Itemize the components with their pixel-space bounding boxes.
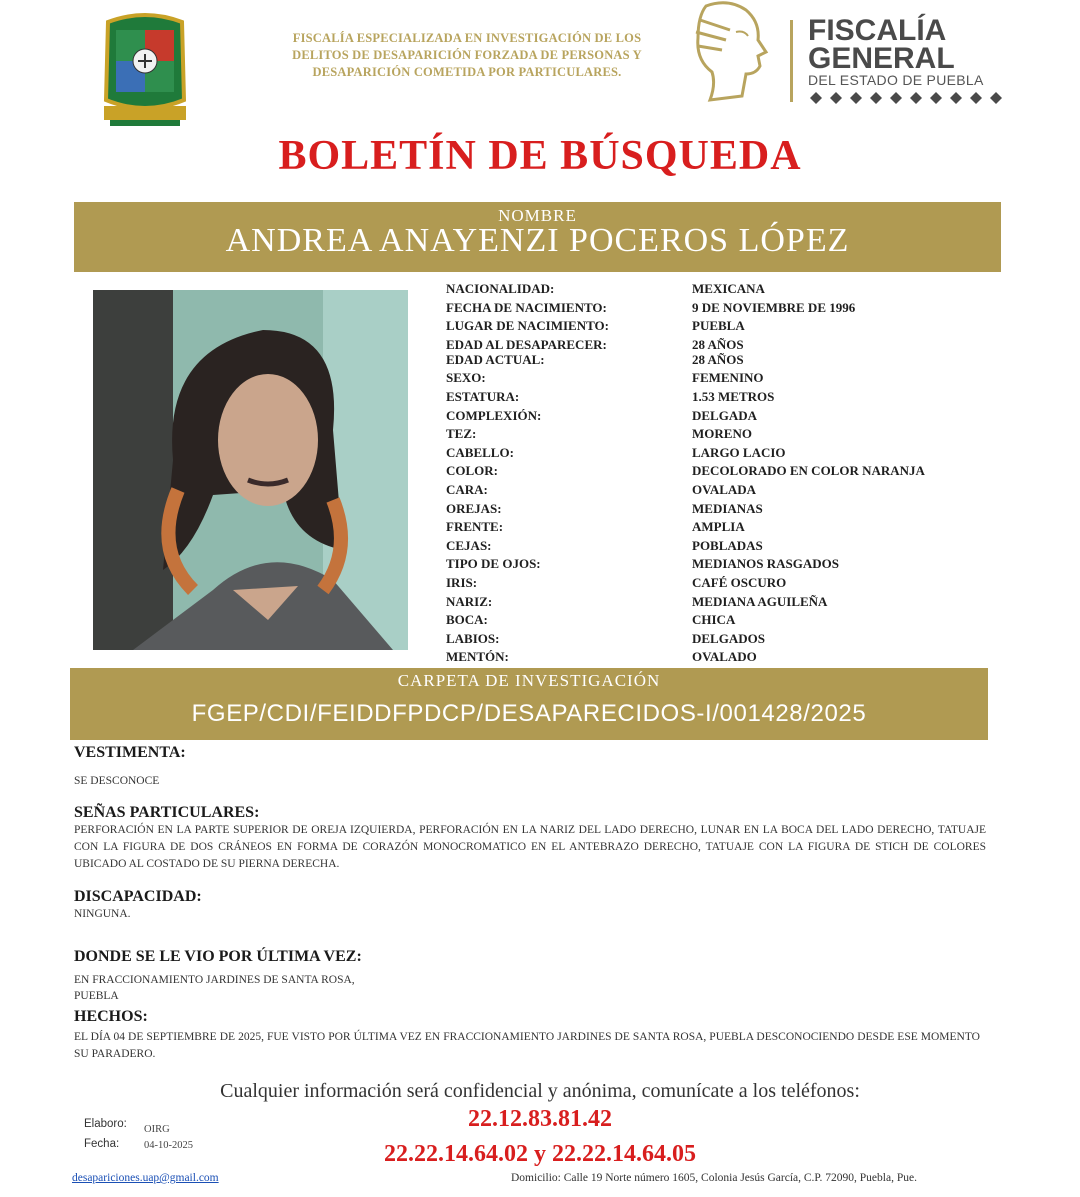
- address-text: Domicilio: Calle 19 Norte número 1605, Colonia Jesús García, C.P. 72090, Puebla, Pue.: [511, 1172, 917, 1184]
- decorative-pattern-icon: [806, 90, 1008, 106]
- detail-row: [446, 389, 1006, 408]
- detail-label: MENTÓN:: [446, 649, 509, 665]
- detail-label: EDAD ACTUAL:: [446, 351, 545, 367]
- detail-row: [446, 594, 1006, 613]
- detail-value: MEXICANA: [692, 281, 765, 296]
- detail-label: LUGAR DE NACIMIENTO:: [446, 318, 609, 334]
- detail-value: DELGADA: [692, 407, 758, 423]
- fiscalia-subtitle: DEL ESTADO DE PUEBLA: [808, 72, 984, 88]
- detail-row: [446, 519, 1006, 538]
- logo-divider: [790, 20, 793, 102]
- detail-value: POBLADAS: [692, 537, 763, 553]
- detail-row: [446, 501, 1006, 520]
- detail-value: 9 DE NOVIEMBRE DE 1996: [692, 299, 856, 315]
- detail-label: TEZ:: [446, 426, 477, 442]
- detail-value: OVALADA: [692, 481, 757, 497]
- name-banner: [74, 202, 1001, 272]
- detail-value: 1.53 METROS: [692, 388, 775, 404]
- detail-label: FECHA DE NACIMIENTO:: [446, 299, 607, 315]
- detail-label: NACIONALIDAD:: [446, 281, 555, 296]
- fiscalia-title-line2: GENERAL: [808, 42, 955, 75]
- last-seen-line1: EN FRACCIONAMIENTO JARDINES DE SANTA ROSA,: [74, 974, 355, 986]
- detail-value: AMPLIA: [692, 519, 745, 535]
- facts-heading: HECHOS:: [74, 1008, 148, 1025]
- detail-value: CAFÉ OSCURO: [692, 574, 787, 590]
- detail-value: OVALADO: [692, 649, 757, 665]
- name-label: NOMBRE: [498, 206, 577, 225]
- detail-value: 28 AÑOS: [692, 351, 744, 367]
- detail-row: [446, 538, 1006, 557]
- detail-label: CABELLO:: [446, 444, 514, 460]
- phone-numbers-2[interactable]: 22.22.14.64.02 y 22.22.14.64.05: [384, 1141, 696, 1167]
- detail-row: [446, 612, 1006, 631]
- detail-value: FEMENINO: [692, 370, 764, 386]
- detail-label: BOCA:: [446, 612, 488, 628]
- detail-row: [446, 649, 1006, 668]
- detail-row: [446, 445, 1006, 464]
- detail-value: MORENO: [692, 426, 752, 442]
- folder-label: CARPETA DE INVESTIGACIÓN: [397, 671, 661, 690]
- detail-label: IRIS:: [446, 574, 478, 590]
- contact-message: Cualquier información será confidencial y anónima, comunícate a los teléfonos:: [220, 1080, 860, 1102]
- detail-label: SEXO:: [446, 370, 486, 386]
- detail-label: COMPLEXIÓN:: [446, 407, 542, 423]
- folder-number: FGEP/CDI/FEIDDFPDCP/DESAPARECIDOS-I/001428/2025: [191, 700, 867, 727]
- fecha-label: Fecha:: [84, 1138, 120, 1150]
- detail-label: CEJAS:: [446, 537, 492, 553]
- last-seen-line2: PUEBLA: [74, 990, 119, 1002]
- detail-row: [446, 300, 1006, 319]
- detail-row: [446, 556, 1006, 575]
- person-details: [446, 281, 1006, 668]
- detail-row: [446, 318, 1006, 337]
- detail-label: ESTATURA:: [446, 388, 520, 404]
- state-seal-logo: [100, 12, 190, 128]
- detail-label: TIPO DE OJOS:: [446, 556, 541, 572]
- detail-row: [446, 575, 1006, 594]
- detail-row: [446, 281, 1006, 300]
- detail-label: CARA:: [446, 481, 488, 497]
- marks-text: PERFORACIÓN EN LA PARTE SUPERIOR DE OREJA IZQUIERDA, PERFORACIÓN EN LA NARIZ DEL LADO DERECHO, LUNAR EN LA BOCA DEL LADO DERECHO, TATUAJE CON LA FIGURA DE DOS CRÁNEOS EN FORMA DE CORAZÓN MONOCROMATICO EN EL ANTEBRAZO DERECHO, TATUAJE CON LA FIGURA DE STICH DE COLORES UBICADO AL COSTADO DE SU PIERNA DERECHA.: [74, 824, 986, 870]
- detail-row: [446, 352, 1006, 371]
- person-photo: [93, 290, 408, 650]
- phone-number-1[interactable]: 22.12.83.81.42: [468, 1106, 612, 1132]
- agency-name: FISCALÍA ESPECIALIZADA EN INVESTIGACIÓN DE LOS DELITOS DE DESAPARICIÓN FORZADA DE PERSONAS Y DESAPARICIÓN COMETIDA POR PARTICULARES.: [292, 31, 642, 79]
- detail-label: LABIOS:: [446, 630, 500, 646]
- detail-label: EDAD AL DESAPARECER:: [446, 336, 607, 352]
- disability-heading: DISCAPACIDAD:: [74, 888, 202, 905]
- detail-label: COLOR:: [446, 463, 498, 479]
- last-seen-heading: DONDE SE LE VIO POR ÚLTIMA VEZ:: [74, 948, 362, 965]
- detail-label: NARIZ:: [446, 593, 493, 609]
- detail-row: [446, 482, 1006, 501]
- detail-value: MEDIANA AGUILEÑA: [692, 593, 828, 609]
- detail-value: 28 AÑOS: [692, 336, 744, 352]
- detail-row: [446, 408, 1006, 427]
- detail-value: CHICA: [692, 612, 736, 628]
- detail-value: DECOLORADO EN COLOR NARANJA: [692, 463, 925, 479]
- detail-row: [446, 463, 1006, 482]
- detail-label: OREJAS:: [446, 500, 502, 516]
- clothing-text: SE DESCONOCE: [74, 775, 160, 787]
- investigation-folder-banner: [70, 668, 988, 740]
- bulletin-title: BOLETÍN DE BÚSQUEDA: [278, 133, 802, 179]
- detail-row: [446, 370, 1006, 389]
- clothing-heading: VESTIMENTA:: [74, 744, 186, 761]
- elaboro-value: OIRG: [144, 1124, 170, 1135]
- marks-heading: SEÑAS PARTICULARES:: [74, 804, 260, 821]
- email-link[interactable]: desapariciones.uap@gmail.com: [72, 1172, 219, 1184]
- detail-row: [446, 426, 1006, 445]
- elaboro-label: Elaboro:: [84, 1118, 127, 1130]
- fiscalia-head-emblem-icon: [686, 0, 778, 104]
- detail-row: [446, 631, 1006, 650]
- detail-row: [446, 337, 1006, 352]
- detail-label: FRENTE:: [446, 519, 504, 535]
- person-name: ANDREA ANAYENZI POCEROS LÓPEZ: [225, 222, 850, 259]
- fecha-value: 04-10-2025: [144, 1140, 193, 1151]
- detail-value: MEDIANOS RASGADOS: [692, 556, 839, 572]
- detail-value: PUEBLA: [692, 318, 745, 334]
- fiscalia-title-line1: FISCALÍA: [808, 14, 947, 47]
- detail-value: DELGADOS: [692, 630, 765, 646]
- detail-value: MEDIANAS: [692, 500, 763, 516]
- detail-value: LARGO LACIO: [692, 444, 786, 460]
- disability-text: NINGUNA.: [74, 908, 131, 920]
- facts-text: EL DÍA 04 DE SEPTIEMBRE DE 2025, FUE VISTO POR ÚLTIMA VEZ EN FRACCIONAMIENTO JARDINES DE SANTA ROSA, PUEBLA DESCONOCIENDO DESDE ESE MOMENTO SU PARADERO.: [74, 1031, 980, 1060]
